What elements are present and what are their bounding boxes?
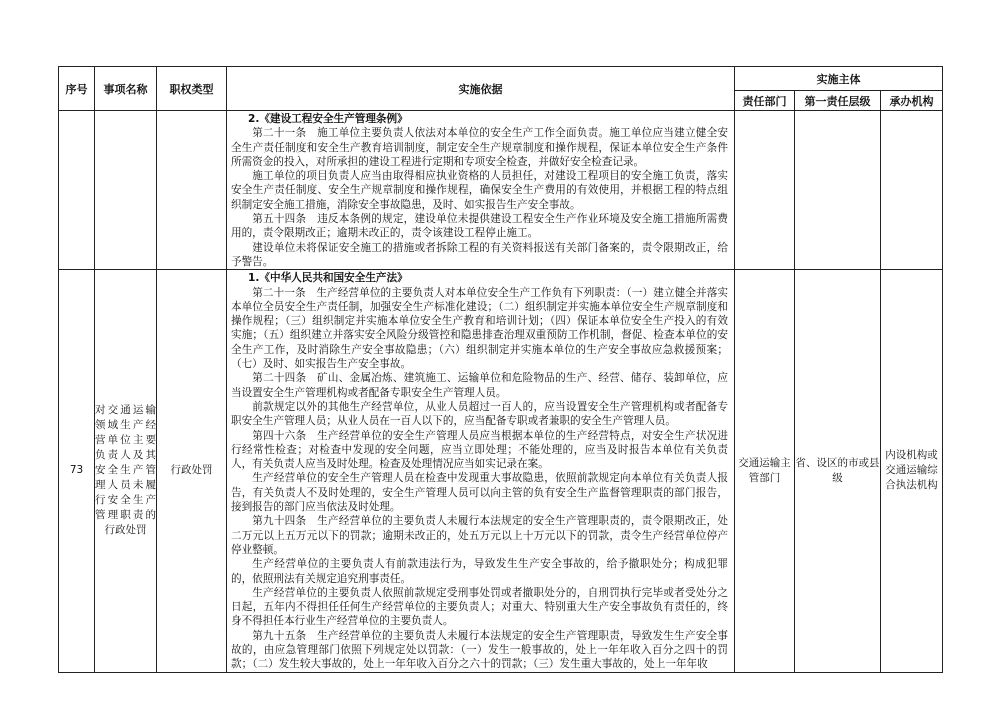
law-paragraph: 生产经营单位的安全生产管理人员在检查中发现重大事故隐患，依照前款规定向本单位有关负责人报告，有关负责人不及时处理的，安全生产管理人员可以向主管的负有安全生产监督管理职责的部门报告，接到报告的部门应当依法及时处理。	[231, 472, 728, 514]
header-level: 第一责任层级	[795, 91, 881, 111]
law-paragraph: 第二十一条 生产经营单位的主要负责人对本单位安全生产工作负有下列职责：（一）建立健全并落实本单位全员安全生产责任制，加强安全生产标准化建设；（二）组织制定并实施本单位安全生产规章制度和操作规程；（三）组织制定并实施本单位安全生产教育和培训计划；（四）保证本单位安全生产投入的有效实施；（五）组织建立并落实安全风险分级管控和隐患排查治理双重预防工作机制，督促、检查本单位的安全生产工作，及时消除生产安全事故隐患；（六）组织制定并实施本单位的生产安全事故应急救援预案；（七）及时、如实报告生产安全事故。	[231, 286, 728, 371]
row-name	[95, 111, 157, 270]
row-name: 对交通运输领域生产经营单位主要负责人及其安全生产管理人员未履行安全生产管理职责的行政处罚	[95, 270, 157, 672]
row-level: 省、设区的市或县级	[795, 270, 881, 672]
law-paragraph: 第二十四条 矿山、金属冶炼、建筑施工、运输单位和危险物品的生产、经营、储存、装卸单位，应当设置安全生产管理机构或者配备专职安全生产管理人员。	[231, 372, 728, 399]
row-type: 行政处罚	[157, 270, 227, 672]
row-org: 内设机构或交通运输综合执法机构	[881, 270, 943, 672]
table-row	[59, 111, 943, 270]
row-dept	[735, 111, 795, 270]
law-paragraph: 第五十四条 违反本条例的规定，建设单位未提供建设工程安全生产作业环境及安全施工措施所需费用的，责令限期改正；逾期未改正的，责令该建设工程停止施工。	[231, 213, 728, 240]
row-basis	[227, 111, 735, 270]
law-title: 1.《中华人民共和国安全生产法》	[248, 272, 408, 285]
row-type	[157, 111, 227, 270]
law-paragraph: 第九十四条 生产经营单位的主要负责人未履行本法规定的安全生产管理职责的，责令限期改正，处二万元以上五万元以下的罚款；逾期未改正的，处五万元以上十万元以下的罚款，责令生产经营单位停产停业整顿。	[231, 515, 728, 556]
header-name: 事项名称	[95, 67, 157, 111]
row-basis	[227, 270, 735, 672]
table-row	[59, 270, 943, 672]
row-level	[795, 111, 881, 270]
row-num: 73	[59, 270, 95, 672]
duty-list-table	[58, 66, 943, 673]
law-paragraph: 第九十五条 生产经营单位的主要负责人未履行本法规定的安全生产管理职责，导致发生生产安全事故的，由应急管理部门依照下列规定处以罚款：（一）发生一般事故的，处上一年年收入百分之四十的罚款；（二）发生较大事故的，处上一年年收入百分之六十的罚款；（三）发生重大事故的，处上一年年收	[231, 629, 728, 671]
row-num	[59, 111, 95, 270]
law-paragraph: 施工单位的项目负责人应当由取得相应执业资格的人员担任，对建设工程项目的安全施工负责，落实安全生产责任制度、安全生产规章制度和操作规程，确保安全生产费用的有效使用，并根据工程的特点组织制定安全施工措施，消除安全事故隐患，及时、如实报告生产安全事故。	[231, 170, 728, 211]
law-paragraph: 前款规定以外的其他生产经营单位，从业人员超过一百人的，应当设置安全生产管理机构或者配备专职安全生产管理人员；从业人员在一百人以下的，应当配备专职或者兼职的安全生产管理人员。	[231, 400, 728, 428]
law-paragraph: 生产经营单位的主要负责人有前款违法行为，导致发生生产安全事故的，给予撤职处分；构成犯罪的，依照刑法有关规定追究刑事责任。	[231, 558, 728, 585]
header-basis: 实施依据	[227, 67, 735, 111]
header-num: 序号	[59, 67, 95, 111]
row-dept: 交通运输主管部门	[735, 270, 795, 672]
header-subject: 实施主体	[735, 67, 943, 91]
law-paragraph: 生产经营单位的主要负责人依照前款规定受刑事处罚或者撤职处分的，自刑罚执行完毕或者受处分之日起，五年内不得担任任何生产经营单位的主要负责人；对重大、特别重大生产安全事故负有责任的，终身不得担任本行业生产经营单位的主要负责人。	[231, 586, 728, 628]
law-paragraph: 第二十一条 施工单位主要负责人依法对本单位的安全生产工作全面负责。施工单位应当建立健全安全生产责任制度和安全生产教育培训制度，制定安全生产规章制度和操作规程，保证本单位安全生产条件所需资金的投入，对所承担的建设工程进行定期和专项安全检查，并做好安全检查记录。	[231, 127, 728, 168]
header-type: 职权类型	[157, 67, 227, 111]
law-paragraph: 第四十六条 生产经营单位的安全生产管理人员应当根据本单位的生产经营特点，对安全生产状况进行经常性检查；对检查中发现的安全问题，应当立即处理；不能处理的，应当及时报告本单位有关负责人，有关负责人应当及时处理。检查及处理情况应当如实记录在案。	[231, 429, 728, 471]
header-dept: 责任部门	[735, 91, 795, 111]
row-org	[881, 111, 943, 270]
law-paragraph: 建设单位未将保证安全施工的措施或者拆除工程的有关资料报送有关部门备案的，责令限期改正，给予警告。	[231, 241, 728, 268]
law-title: 2.《建设工程安全生产管理条例》	[248, 113, 408, 125]
header-org: 承办机构	[881, 91, 943, 111]
